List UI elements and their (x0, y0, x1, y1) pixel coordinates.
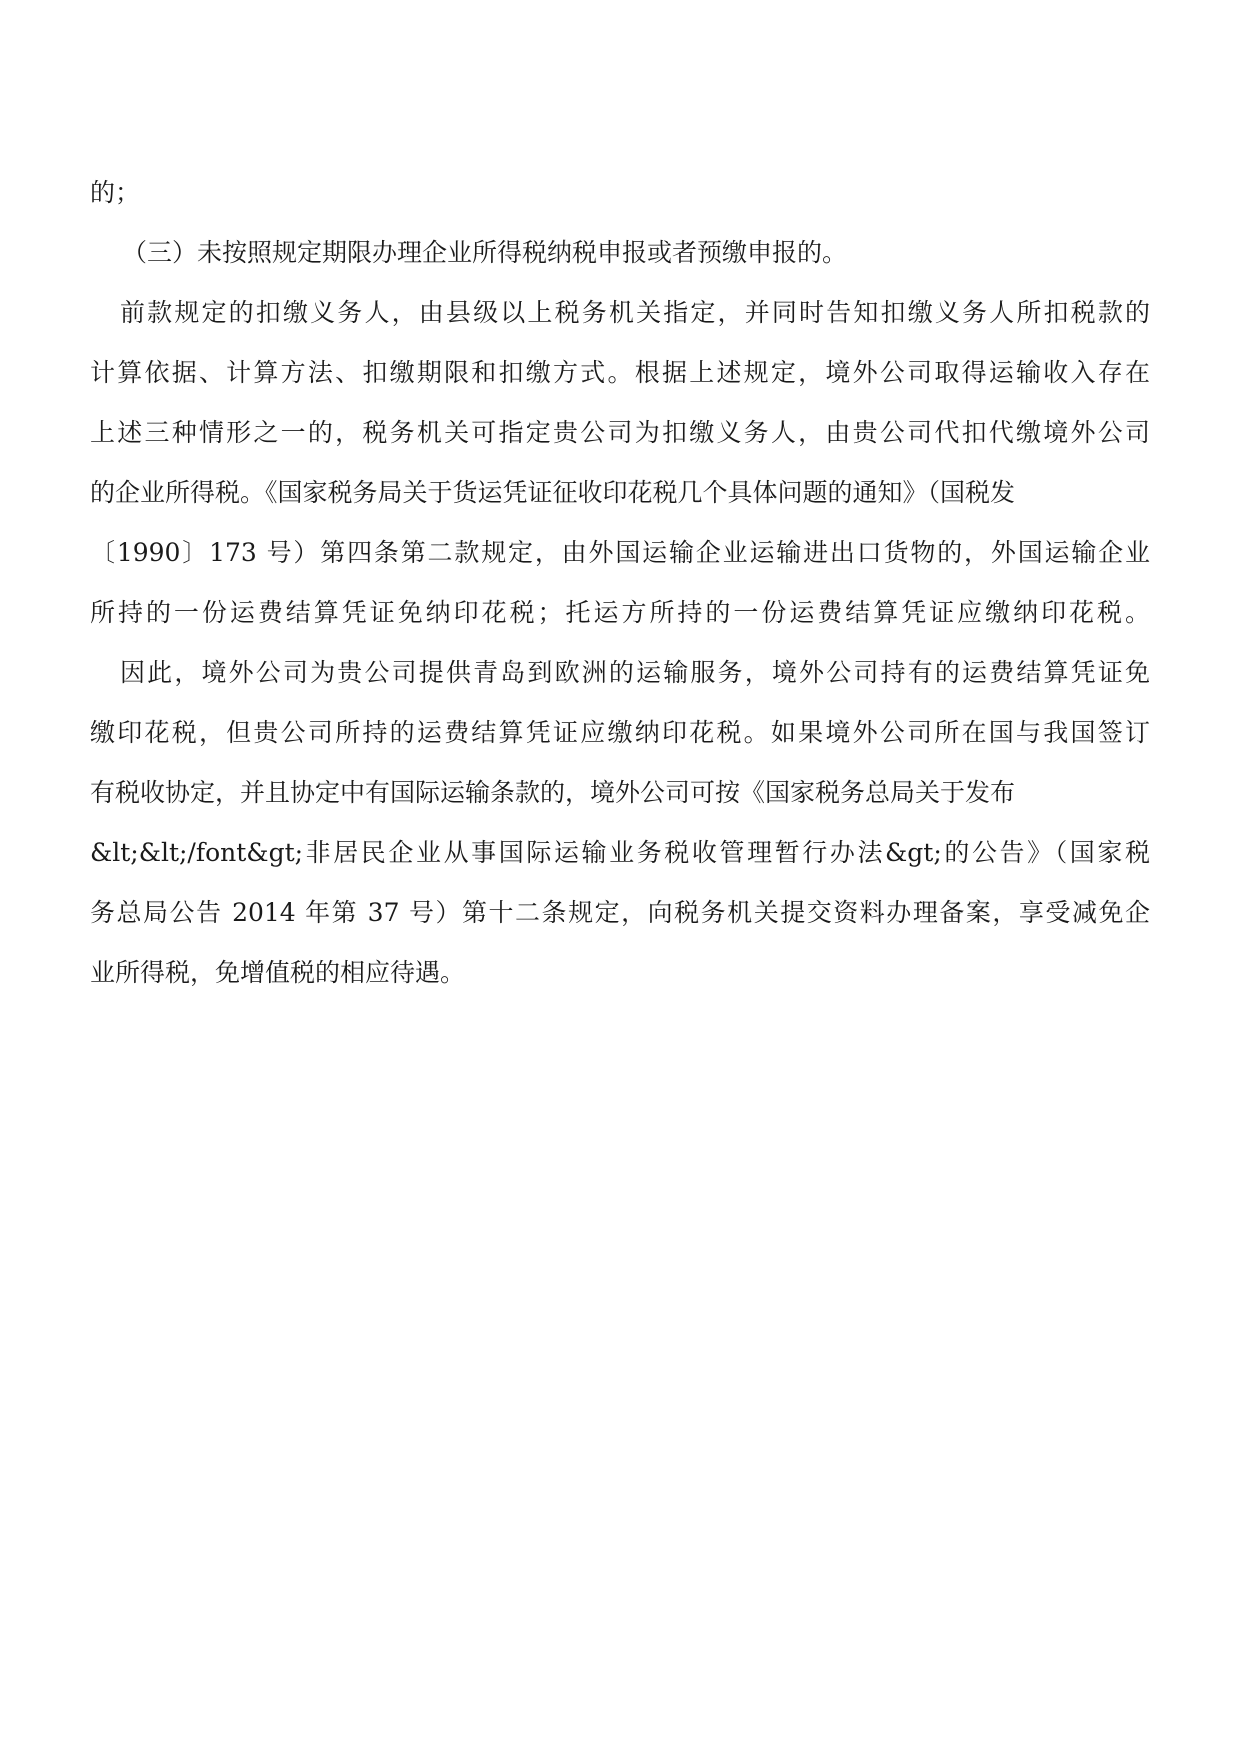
text-line-13: 务总局公告 2014 年第 37 号）第十二条规定，向税务机关提交资料办理备案，享受减免企 (90, 898, 1150, 927)
text-line-12: &lt;&lt;/font&gt;非居民企业从事国际运输业务税收管理暂行办法&gt;的公告》（国家税 (90, 838, 1150, 867)
text-line-14: 业所得税，免增值税的相应待遇。 (90, 958, 466, 987)
text-line-1: 的； (90, 178, 141, 207)
text-line-11: 有税收协定，并且协定中有国际运输条款的，境外公司可按《国家税务总局关于发布 (90, 778, 1016, 807)
document-body (90, 163, 1150, 1003)
text-line-6: 的企业所得税。《国家税务局关于货运凭证征收印花税几个具体问题的通知》（国税发 (90, 478, 1016, 507)
text-line-4: 计算依据、计算方法、扣缴期限和扣缴方式。根据上述规定，境外公司取得运输收入存在 (90, 358, 1150, 387)
text-line-3: 前款规定的扣缴义务人，由县级以上税务机关指定，并同时告知扣缴义务人所扣税款的 (120, 298, 1150, 327)
text-line-9: 因此，境外公司为贵公司提供青岛到欧洲的运输服务，境外公司持有的运费结算凭证免 (120, 658, 1150, 687)
text-line-5: 上述三种情形之一的，税务机关可指定贵公司为扣缴义务人，由贵公司代扣代缴境外公司 (90, 418, 1150, 447)
text-line-2: （三）未按照规定期限办理企业所得税纳税申报或者预缴申报的。 (122, 238, 848, 267)
text-line-7: 〔1990〕173 号）第四条第二款规定，由外国运输企业运输进出口货物的，外国运输企业 (90, 538, 1150, 567)
text-line-10: 缴印花税，但贵公司所持的运费结算凭证应缴纳印花税。如果境外公司所在国与我国签订 (90, 718, 1150, 747)
text-line-8: 所持的一份运费结算凭证免纳印花税；托运方所持的一份运费结算凭证应缴纳印花税。 (90, 598, 1150, 627)
